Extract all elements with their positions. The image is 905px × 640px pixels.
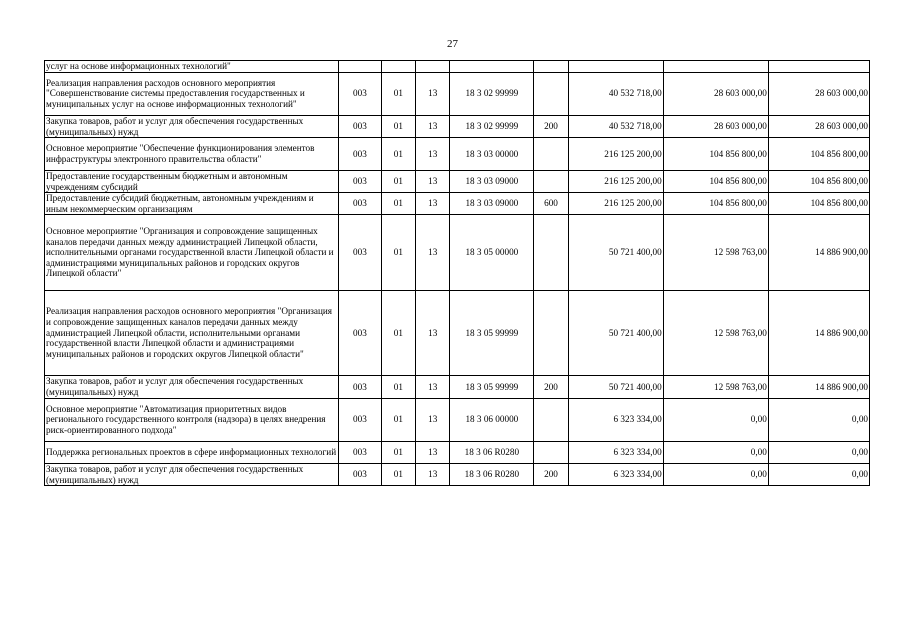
section-code: 01 [381,193,415,215]
table-row [45,193,870,215]
row-name: услуг на основе информационных технологий" [45,61,339,73]
amount-year-2: 0,00 [663,464,768,486]
amount-year-3: 0,00 [768,464,869,486]
target-article-code: 18 3 05 99999 [450,290,534,376]
ministry-code: 003 [339,115,381,137]
amount-year-1: 50 721 400,00 [568,376,663,398]
amount-year-2 [663,61,768,73]
target-article-code: 18 3 03 09000 [450,193,534,215]
table-row [45,464,870,486]
section-code: 01 [381,72,415,115]
table-row [45,170,870,192]
amount-year-2: 12 598 763,00 [663,376,768,398]
ministry-code: 003 [339,376,381,398]
expense-type-code [534,215,568,290]
section-code: 01 [381,398,415,441]
target-article-code: 18 3 02 99999 [450,115,534,137]
subsection-code: 13 [416,115,450,137]
row-name: Основное мероприятие "Обеспечение функционирования элементов инфраструктуры электронного правительства области" [45,138,339,171]
expense-type-code [534,138,568,171]
amount-year-3: 14 886 900,00 [768,215,869,290]
row-name: Предоставление государственным бюджетным и автономным учреждениям субсидий [45,170,339,192]
expense-type-code: 200 [534,376,568,398]
amount-year-2: 12 598 763,00 [663,215,768,290]
expense-type-code [534,290,568,376]
row-name: Предоставление субсидий бюджетным, автономным учреждениям и иным некоммерческим организациям [45,193,339,215]
amount-year-1: 40 532 718,00 [568,115,663,137]
target-article-code: 18 3 06 R0280 [450,464,534,486]
expense-type-code [534,398,568,441]
subsection-code: 13 [416,376,450,398]
target-article-code: 18 3 05 00000 [450,215,534,290]
row-name: Реализация направления расходов основного мероприятия "Организация и сопровождение защищенных каналов передачи данных между администрацией Липецкой области, исполнительными органами государственной власти Липецкой области и администрациями муниципальных районов и городских округов Липецкой области" [45,290,339,376]
amount-year-2: 28 603 000,00 [663,115,768,137]
section-code: 01 [381,170,415,192]
table-row [45,398,870,441]
row-name: Закупка товаров, работ и услуг для обеспечения государственных (муниципальных) нужд [45,376,339,398]
section-code: 01 [381,464,415,486]
target-article-code: 18 3 03 09000 [450,170,534,192]
ministry-code: 003 [339,290,381,376]
subsection-code: 13 [416,441,450,463]
amount-year-2: 0,00 [663,441,768,463]
expense-type-code: 200 [534,115,568,137]
table-row [45,376,870,398]
target-article-code [450,61,534,73]
subsection-code: 13 [416,138,450,171]
table-body [45,61,870,486]
amount-year-1: 216 125 200,00 [568,170,663,192]
row-name: Реализация направления расходов основного мероприятия "Совершенствование системы предоставления государственных и муниципальных услуг на основе информационных технологий" [45,72,339,115]
amount-year-3: 104 856 800,00 [768,193,869,215]
amount-year-3: 14 886 900,00 [768,290,869,376]
amount-year-3: 28 603 000,00 [768,115,869,137]
table-row [45,72,870,115]
ministry-code: 003 [339,138,381,171]
ministry-code: 003 [339,441,381,463]
amount-year-1: 50 721 400,00 [568,290,663,376]
section-code: 01 [381,441,415,463]
amount-year-3: 28 603 000,00 [768,72,869,115]
section-code: 01 [381,376,415,398]
amount-year-3: 104 856 800,00 [768,170,869,192]
table-row [45,138,870,171]
table-row [45,290,870,376]
subsection-code: 13 [416,464,450,486]
subsection-code: 13 [416,72,450,115]
expense-type-code [534,61,568,73]
subsection-code: 13 [416,398,450,441]
target-article-code: 18 3 06 R0280 [450,441,534,463]
amount-year-2: 28 603 000,00 [663,72,768,115]
ministry-code: 003 [339,72,381,115]
expense-type-code [534,441,568,463]
section-code: 01 [381,215,415,290]
amount-year-1: 6 323 334,00 [568,464,663,486]
amount-year-3: 14 886 900,00 [768,376,869,398]
section-code: 01 [381,138,415,171]
subsection-code: 13 [416,193,450,215]
section-code: 01 [381,115,415,137]
table-row [45,61,870,73]
row-name: Поддержка региональных проектов в сфере информационных технологий [45,441,339,463]
amount-year-1: 50 721 400,00 [568,215,663,290]
amount-year-3 [768,61,869,73]
subsection-code: 13 [416,215,450,290]
subsection-code: 13 [416,290,450,376]
amount-year-1: 216 125 200,00 [568,193,663,215]
ministry-code: 003 [339,398,381,441]
target-article-code: 18 3 02 99999 [450,72,534,115]
section-code [381,61,415,73]
amount-year-3: 104 856 800,00 [768,138,869,171]
ministry-code [339,61,381,73]
amount-year-1: 6 323 334,00 [568,441,663,463]
table-row [45,441,870,463]
row-name: Основное мероприятие "Автоматизация приоритетных видов регионального государственного контроля (надзора) в целях внедрения риск-ориентированного подхода" [45,398,339,441]
amount-year-2: 104 856 800,00 [663,170,768,192]
ministry-code: 003 [339,464,381,486]
amount-year-3: 0,00 [768,398,869,441]
amount-year-1 [568,61,663,73]
page-number: 27 [447,38,458,50]
amount-year-2: 104 856 800,00 [663,138,768,171]
ministry-code: 003 [339,193,381,215]
subsection-code: 13 [416,170,450,192]
section-code: 01 [381,290,415,376]
expense-type-code [534,170,568,192]
amount-year-1: 40 532 718,00 [568,72,663,115]
target-article-code: 18 3 05 99999 [450,376,534,398]
row-name: Основное мероприятие "Организация и сопровождение защищенных каналов передачи данных между администрацией Липецкой области, исполнительными органами государственной власти Липецкой области и администрациями муниципальных районов и городских округов Липецкой области" [45,215,339,290]
target-article-code: 18 3 03 00000 [450,138,534,171]
ministry-code: 003 [339,170,381,192]
row-name: Закупка товаров, работ и услуг для обеспечения государственных (муниципальных) нужд [45,464,339,486]
target-article-code: 18 3 06 00000 [450,398,534,441]
table-row [45,115,870,137]
row-name: Закупка товаров, работ и услуг для обеспечения государственных (муниципальных) нужд [45,115,339,137]
expense-type-code [534,72,568,115]
subsection-code [416,61,450,73]
amount-year-1: 6 323 334,00 [568,398,663,441]
table-row [45,215,870,290]
amount-year-2: 0,00 [663,398,768,441]
amount-year-2: 12 598 763,00 [663,290,768,376]
ministry-code: 003 [339,215,381,290]
amount-year-2: 104 856 800,00 [663,193,768,215]
amount-year-1: 216 125 200,00 [568,138,663,171]
amount-year-3: 0,00 [768,441,869,463]
expense-type-code: 200 [534,464,568,486]
budget-table [44,60,870,486]
expense-type-code: 600 [534,193,568,215]
